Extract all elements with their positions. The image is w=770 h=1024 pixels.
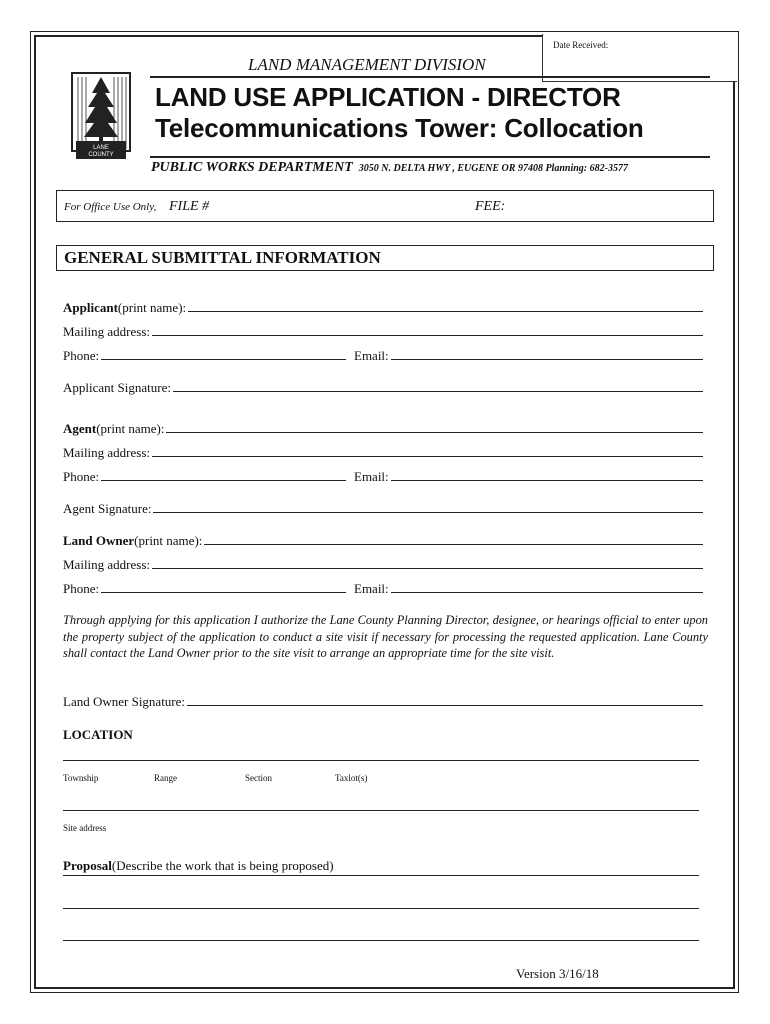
file-number-field[interactable]: FILE #: [169, 199, 210, 214]
owner-name-field[interactable]: Land Owner (print name):: [63, 533, 703, 549]
version-label: Version 3/16/18: [516, 966, 599, 981]
proposal-heading: Proposal (Describe the work that is being proposed): [63, 858, 334, 873]
logo-text-lane: LANE: [93, 145, 109, 151]
general-section-header: [56, 245, 714, 271]
form-title: LAND USE APPLICATION - DIRECTOR: [155, 82, 621, 112]
department-rule: [150, 156, 710, 158]
applicant-name-field[interactable]: Applicant (print name):: [63, 300, 703, 316]
proposal-line-3[interactable]: [63, 940, 699, 941]
owner-mailing-field[interactable]: Mailing address:: [63, 557, 703, 573]
fee-field[interactable]: FEE:: [475, 199, 506, 214]
division-name: LAND MANAGEMENT DIVISION: [248, 55, 486, 74]
proposal-line-1[interactable]: [63, 875, 699, 876]
agent-contact-row: [63, 469, 703, 485]
department-address: 3050 N. DELTA HWY , EUGENE OR 97408 Planning: 682-3577: [358, 163, 628, 174]
owner-phone-field[interactable]: Phone:: [63, 581, 346, 597]
applicant-phone-field[interactable]: Phone:: [63, 348, 346, 364]
owner-contact-row: [63, 581, 703, 597]
authorization-statement: Through applying for this application I authorize the Lane County Planning Director, designee, or hearings official to enter upon the property subject of the application to conduct a site visit if necessary for processing the requested application. Lane County shall contact the Land Owner prior to the site visit to arrange an appropriate time for the site visit.: [63, 613, 708, 660]
owner-signature-field[interactable]: Land Owner Signature:: [63, 694, 703, 710]
agent-mailing-field[interactable]: Mailing address:: [63, 445, 703, 461]
agent-label: Agent: [63, 421, 97, 436]
agent-email-field[interactable]: Email:: [354, 469, 703, 485]
taxlots-label: Taxlot(s): [335, 773, 368, 783]
form-subtitle: Telecommunications Tower: Collocation: [155, 113, 644, 143]
department-name: PUBLIC WORKS DEPARTMENT: [151, 160, 353, 175]
applicant-contact-row: [63, 348, 703, 364]
title-top-rule: [150, 76, 710, 78]
site-address-label: Site address: [63, 823, 107, 833]
office-use-label: For Office Use Only,: [64, 201, 157, 213]
logo-text-county: COUNTY: [88, 152, 114, 158]
agent-phone-field[interactable]: Phone:: [63, 469, 346, 485]
applicant-label: Applicant: [63, 300, 118, 315]
site-address-line[interactable]: [63, 810, 699, 811]
location-line[interactable]: [63, 760, 699, 761]
general-section-title: GENERAL SUBMITTAL INFORMATION: [64, 248, 381, 267]
location-heading: LOCATION: [63, 727, 133, 742]
department-line: [151, 160, 628, 176]
applicant-signature-field[interactable]: Applicant Signature:: [63, 380, 703, 396]
agent-name-field[interactable]: Agent (print name):: [63, 421, 703, 437]
date-received-label: Date Received:: [553, 40, 609, 50]
applicant-email-field[interactable]: Email:: [354, 348, 703, 364]
office-use-box: [56, 190, 714, 222]
owner-email-field[interactable]: Email:: [354, 581, 703, 597]
applicant-mailing-field[interactable]: [63, 324, 703, 340]
proposal-line-2[interactable]: [63, 908, 699, 909]
range-label: Range: [154, 773, 177, 783]
date-received-box[interactable]: [542, 34, 737, 82]
owner-label: Land Owner: [63, 533, 135, 548]
mailing-label: Mailing address:: [63, 324, 151, 339]
agent-signature-field[interactable]: Agent Signature:: [63, 501, 703, 517]
lane-county-logo: [70, 71, 132, 163]
township-label: Township: [63, 773, 99, 783]
section-label: Section: [245, 773, 272, 783]
